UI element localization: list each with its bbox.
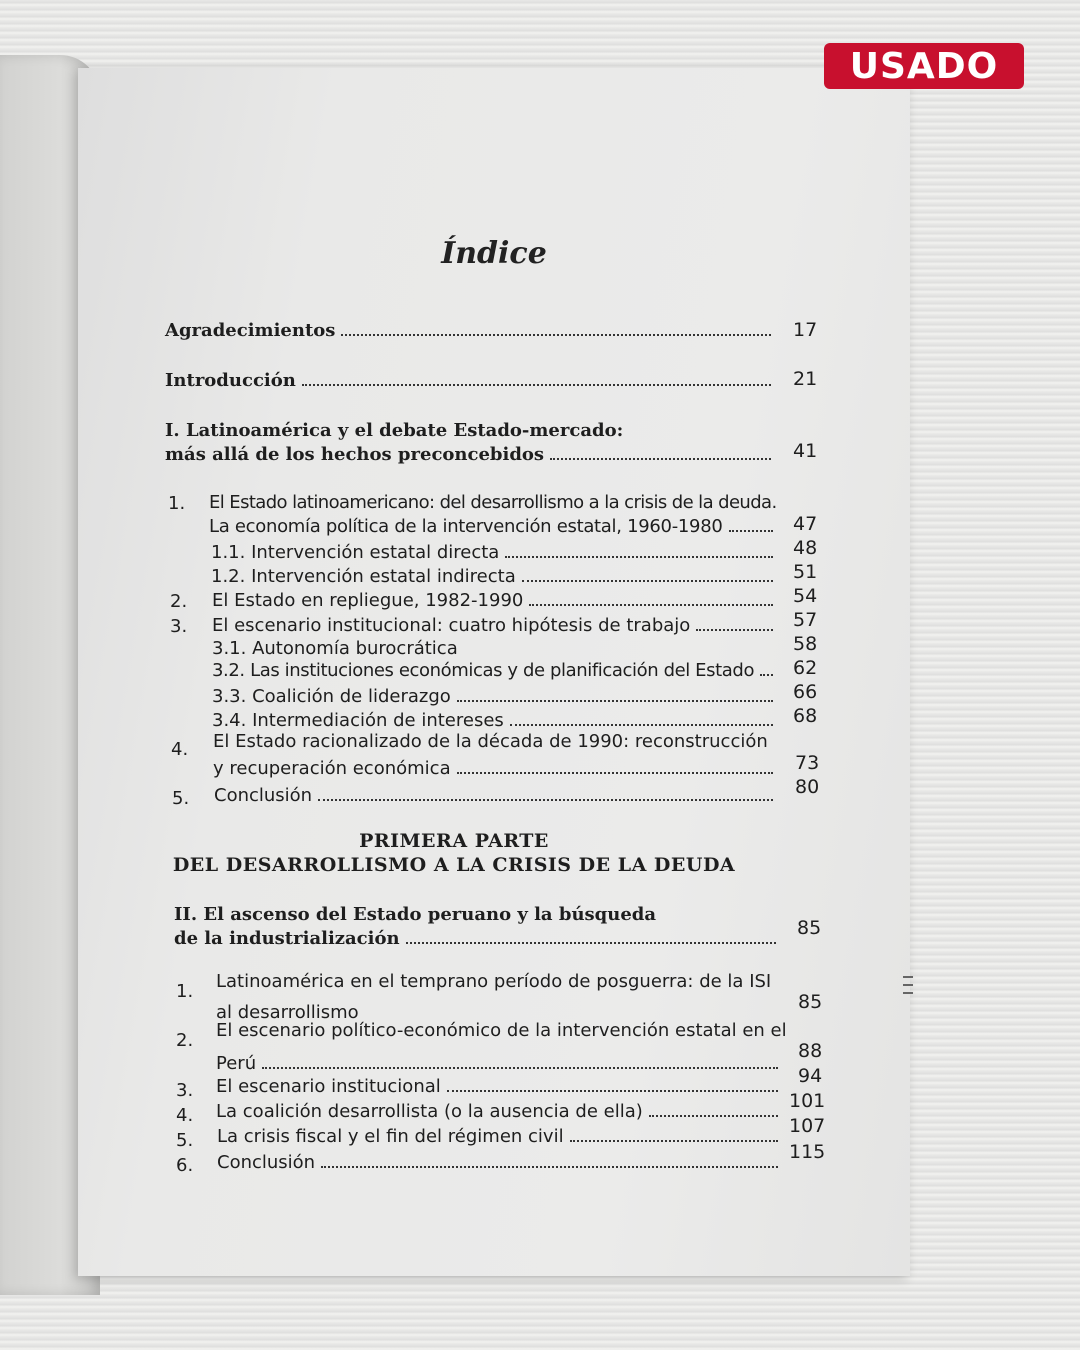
chapter-1-title-line2: más allá de los hechos preconcebidos [165, 444, 545, 465]
toc-item [213, 758, 779, 779]
leader-dots [457, 700, 773, 702]
toc-page-number: 107 [789, 1115, 826, 1137]
leader-dots [550, 458, 771, 460]
toc-item-label: El escenario institucional [216, 1076, 441, 1097]
book-page [78, 68, 910, 1276]
used-badge: USADO [824, 43, 1024, 89]
toc-page-number: 17 [793, 319, 818, 341]
toc-page-number: 54 [793, 585, 818, 607]
leader-dots [510, 724, 773, 726]
toc-item [212, 710, 779, 731]
leader-dots [760, 674, 773, 676]
toc-item-label: La economía política de la intervención estatal, 1960-1980 [209, 516, 723, 537]
toc-page-number: 41 [793, 440, 818, 462]
toc-item-label: 3.1. Autonomía burocrática [212, 638, 458, 659]
toc-item-line1: El Estado latinoamericano: del desarrollismo a la crisis de la deuda. [209, 492, 777, 513]
toc-item [212, 590, 779, 611]
leader-dots [529, 604, 773, 606]
toc-page-number: 47 [793, 513, 818, 535]
toc-item-line1: El Estado racionalizado de la década de 1990: reconstrucción [213, 731, 768, 752]
toc-item [212, 638, 779, 659]
toc-item [217, 1126, 784, 1147]
item-number: 5. [176, 1130, 194, 1151]
leader-dots [447, 1090, 778, 1092]
toc-item [216, 1053, 784, 1074]
leader-dots [570, 1140, 778, 1142]
item-number: 2. [176, 1030, 194, 1051]
toc-page-number: 73 [795, 752, 820, 774]
toc-page-number: 51 [793, 561, 818, 583]
leader-dots [406, 942, 776, 944]
toc-item-label: Perú [216, 1053, 257, 1074]
toc-entry-agradecimientos [165, 320, 777, 341]
chapter-2-title-line1: II. El ascenso del Estado peruano y la búsqueda [174, 904, 657, 925]
toc-entry-label: Agradecimientos [165, 320, 336, 341]
leader-dots [522, 580, 773, 582]
part-heading: PRIMERA PARTE [359, 830, 549, 852]
toc-item-label: La coalición desarrollista (o la ausencia de ella) [216, 1101, 643, 1122]
toc-page-number: 85 [797, 917, 822, 939]
item-number: 6. [176, 1155, 194, 1176]
item-number: 4. [176, 1105, 194, 1126]
leader-dots [302, 384, 771, 386]
toc-page-number: 80 [795, 776, 820, 798]
item-number: 3. [170, 616, 188, 637]
toc-item-line2: al desarrollismo [216, 1002, 359, 1023]
toc-item-label: 3.2. Las instituciones económicas y de planificación del Estado [212, 660, 755, 681]
toc-item [209, 516, 779, 537]
toc-entry-introduccion [165, 370, 777, 391]
toc-page-number: 21 [793, 368, 818, 390]
chapter-2-title-line2: de la industrialización [174, 928, 400, 949]
toc-page-number: 48 [793, 537, 818, 559]
toc-item-label: 3.4. Intermediación de intereses [212, 710, 504, 731]
toc-page-number: 94 [798, 1065, 823, 1087]
toc-item-label: La crisis fiscal y el fin del régimen civil [217, 1126, 564, 1147]
item-number: 5. [172, 788, 190, 809]
toc-item [217, 1152, 784, 1173]
chapter-1-title-line1: I. Latinoamérica y el debate Estado-mercado: [165, 420, 624, 441]
chapter-1-title [165, 444, 777, 465]
toc-page-number: 115 [789, 1141, 826, 1163]
toc-page-number: 57 [793, 609, 818, 631]
leader-dots [696, 629, 773, 631]
toc-page-number: 101 [789, 1090, 826, 1112]
toc-page-number: 85 [798, 991, 823, 1013]
toc-item [211, 542, 779, 563]
part-subheading: DEL DESARROLLISMO A LA CRISIS DE LA DEUDA [172, 854, 736, 876]
item-number: 3. [176, 1080, 194, 1101]
leader-dots [457, 772, 773, 774]
item-number: 4. [171, 739, 189, 760]
leader-dots [318, 799, 773, 801]
item-number: 1. [168, 493, 186, 514]
page-edge-marks [903, 970, 917, 1010]
toc-item [211, 566, 779, 587]
leader-dots [262, 1067, 778, 1069]
toc-item [212, 615, 779, 636]
leader-space [464, 652, 773, 654]
toc-page-number: 62 [793, 657, 818, 679]
toc-item-label: Conclusión [214, 785, 313, 806]
toc-page-number: 88 [798, 1040, 823, 1062]
toc-item [212, 686, 779, 707]
toc-item [214, 785, 779, 806]
toc-item [212, 660, 779, 681]
toc-page-number: 66 [793, 681, 818, 703]
toc-item-label: y recuperación económica [213, 758, 451, 779]
toc-item [216, 1076, 784, 1097]
item-number: 2. [170, 591, 188, 612]
chapter-2-title [174, 928, 782, 949]
toc-item-label: El Estado en repliegue, 1982-1990 [212, 590, 524, 611]
toc-page-number: 68 [793, 705, 818, 727]
leader-dots [729, 530, 774, 532]
item-number: 1. [176, 981, 194, 1002]
leader-dots [321, 1166, 778, 1168]
toc-item-line1: El escenario político-económico de la intervención estatal en el [216, 1020, 787, 1041]
toc-item-label: 1.2. Intervención estatal indirecta [211, 566, 516, 587]
toc-entry-label: Introducción [165, 370, 296, 391]
leader-dots [505, 556, 773, 558]
toc-page-number: 58 [793, 633, 818, 655]
toc-item-label: 1.1. Intervención estatal directa [211, 542, 500, 563]
toc-item-line1: Latinoamérica en el temprano período de posguerra: de la ISI [216, 971, 772, 992]
table-of-contents [78, 68, 910, 1276]
toc-item-label: Conclusión [217, 1152, 316, 1173]
toc-item [216, 1101, 784, 1122]
leader-dots [649, 1115, 778, 1117]
toc-item-label: 3.3. Coalición de liderazgo [212, 686, 451, 707]
toc-item-label: El escenario institucional: cuatro hipótesis de trabajo [212, 615, 691, 636]
leader-dots [341, 334, 771, 336]
page-title: Índice [441, 236, 547, 271]
